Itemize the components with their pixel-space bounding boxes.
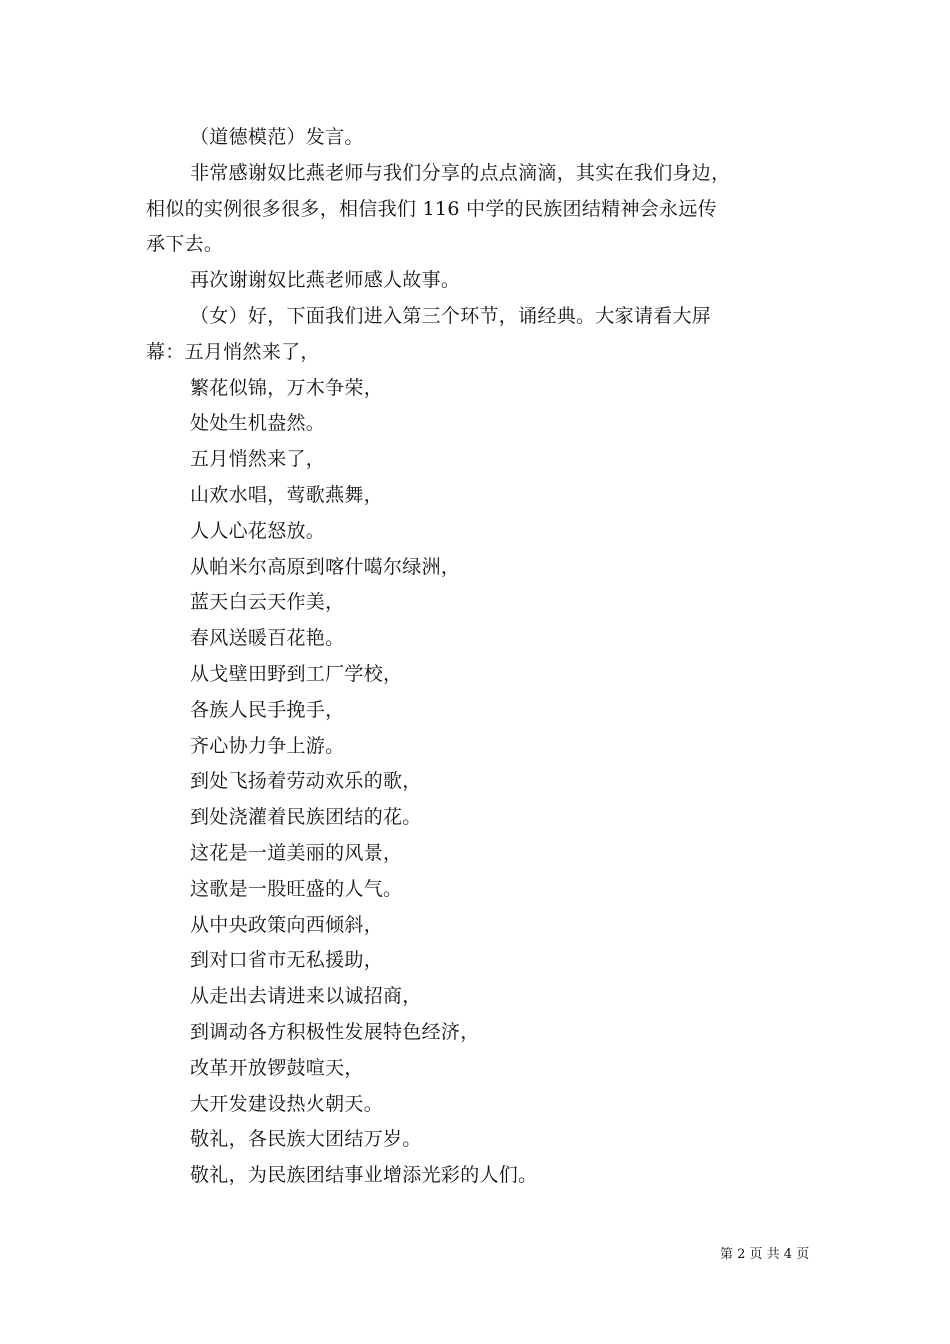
text-line: （女）好，下面我们进入第三个环节，诵经典。大家请看大屏 bbox=[190, 304, 712, 327]
text-line: 从帕米尔高原到喀什噶尔绿洲， bbox=[190, 555, 461, 578]
text-line: 繁花似锦，万木争荣， bbox=[190, 376, 384, 399]
text-line: 人人心花怒放。 bbox=[190, 519, 326, 542]
text-line: 相似的实例很多很多，相信我们 116 中学的民族团结精神会永远传 bbox=[146, 197, 717, 220]
text-line: 山欢水唱，莺歌燕舞， bbox=[190, 483, 384, 506]
text-line: 处处生机盎然。 bbox=[190, 412, 326, 435]
page-footer: 第 2 页 共 4 页 bbox=[720, 1247, 810, 1262]
text-line: 齐心协力争上游。 bbox=[190, 734, 345, 757]
text-line: 承下去。 bbox=[146, 233, 224, 256]
text-line: 再次谢谢奴比燕老师感人故事。 bbox=[190, 269, 461, 292]
text-line: 到对口省市无私援助， bbox=[190, 949, 384, 972]
text-line: 到处浇灌着民族团结的花。 bbox=[190, 806, 422, 829]
text-line: 幕：五月悄然来了， bbox=[146, 340, 320, 363]
text-line: 非常感谢奴比燕老师与我们分享的点点滴滴，其实在我们身边， bbox=[190, 161, 731, 184]
text-line: 大开发建设热火朝天。 bbox=[190, 1092, 384, 1115]
text-line: 敬礼，为民族团结事业增添光彩的人们。 bbox=[190, 1164, 538, 1187]
text-line: 这歌是一股旺盛的人气。 bbox=[190, 877, 403, 900]
text-line: 改革开放锣鼓喧天， bbox=[190, 1056, 364, 1079]
text-line: 到处飞扬着劳动欢乐的歌， bbox=[190, 770, 422, 793]
text-line: 蓝天白云天作美， bbox=[190, 591, 345, 614]
text-line: 春风送暖百花艳。 bbox=[190, 627, 345, 650]
text-line: 到调动各方积极性发展特色经济， bbox=[190, 1020, 480, 1043]
body-text bbox=[146, 120, 826, 1194]
text-line: （道德模范）发言。 bbox=[190, 126, 364, 148]
text-line: 从戈壁田野到工厂学校， bbox=[190, 662, 403, 685]
text-line: 各族人民手挽手， bbox=[190, 698, 345, 721]
text-line: 从走出去请进来以诚招商， bbox=[190, 985, 422, 1008]
text-line: 这花是一道美丽的风景， bbox=[190, 841, 403, 864]
text-line: 从中央政策向西倾斜， bbox=[190, 913, 384, 936]
text-line: 敬礼，各民族大团结万岁。 bbox=[190, 1128, 422, 1151]
text-line: 五月悄然来了， bbox=[190, 448, 326, 471]
